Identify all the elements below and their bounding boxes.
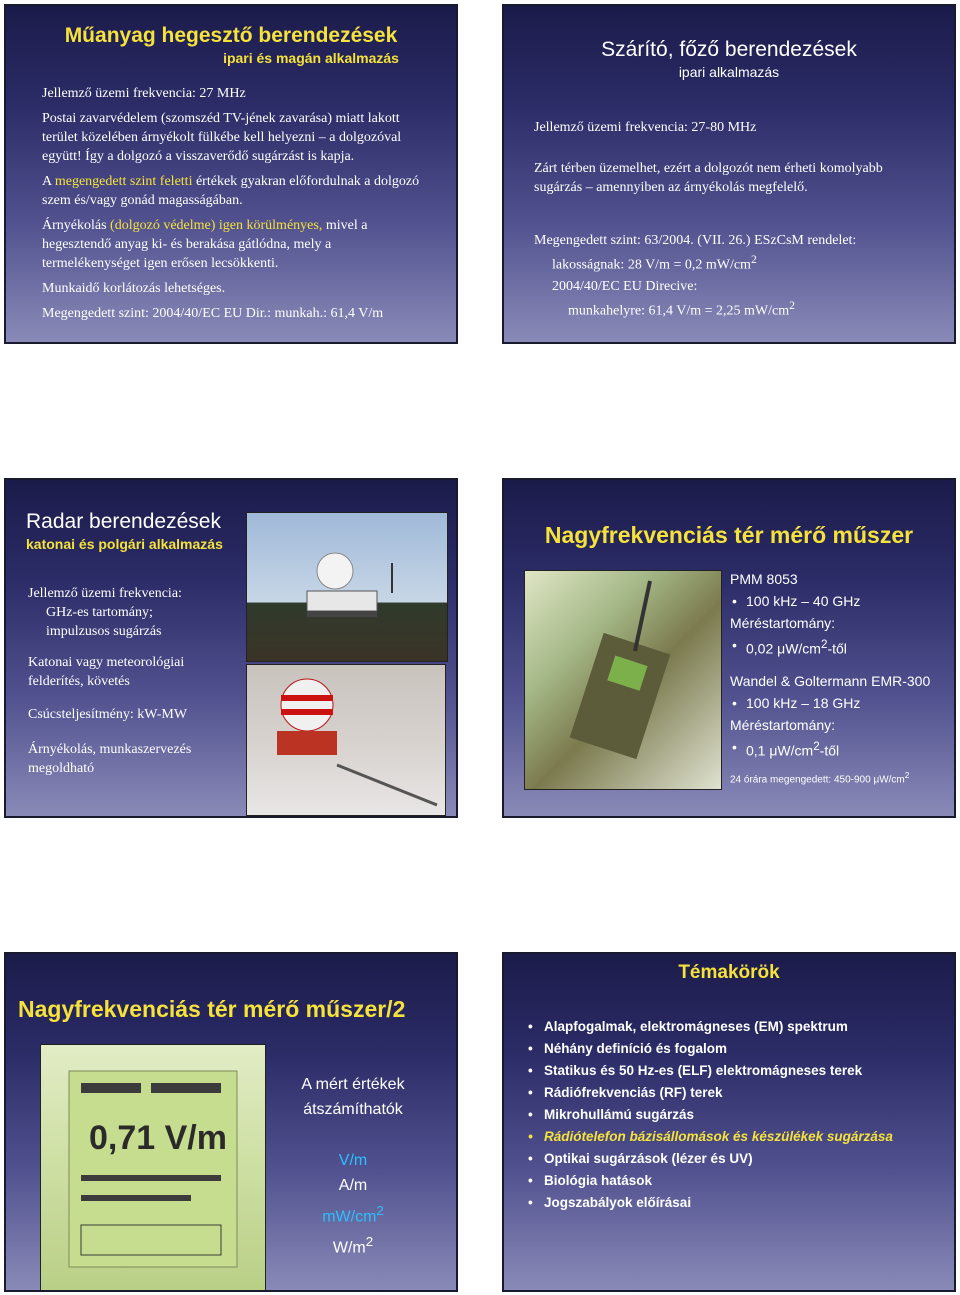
paragraph-shielding: Árnyékolás (dolgozó védelme) igen körülményes, mivel a hegesztendő anyag ki- és berakása gátlódna, mely a termelékenységet igen erősen lecsökkenti.: [42, 218, 368, 271]
pulse-text: impulzusos sugárzás: [46, 624, 162, 639]
meter-1-measure-label: Méréstartomány:: [730, 615, 836, 631]
slide-subtitle: ipari alkalmazás: [678, 64, 780, 80]
unit-mw-per-cm2: $mW/cm^2$: [322, 1203, 384, 1226]
topic-item: • Jogszabályok előírásai: [526, 1194, 938, 1212]
daily-limit-note: 24 órára megengedett: 450-900 $\mu W/cm^2$: [730, 770, 910, 786]
slide-plastic-welding: [4, 4, 458, 344]
meter-1-name: PMM 8053: [730, 571, 798, 587]
slide-title: Szárító, főző berendezések: [601, 38, 857, 61]
unit-v-per-m: V/m: [338, 1152, 368, 1169]
slide-title: Nagyfrekvenciás tér mérő műszer: [544, 522, 914, 548]
paragraph-allowed-level: Megengedett szint: 2004/40/EC EU Dir.: munkah.: 61,4 V/m: [42, 306, 384, 321]
slide-radar: [4, 478, 458, 818]
frequency-text: Jellemző üzemi frekvencia:: [28, 586, 182, 601]
frequency-range: GHz-es tartomány;: [46, 605, 153, 620]
radar-photo-dome: [246, 512, 448, 662]
meter-2-name: Wandel & Goltermann EMR-300: [730, 672, 931, 689]
meter-photo: [524, 570, 722, 790]
slide-meter-2: [4, 952, 458, 1292]
conversion-text: [298, 1072, 408, 1261]
topic-item: • Statikus és 50 Hz-es (ELF) elektromágneses terek: [526, 1062, 938, 1080]
meter-2-measure-label: Méréstartomány:: [730, 716, 836, 733]
slide-meter: [502, 478, 956, 818]
unit-w-per-m2: $W/m^2$: [332, 1234, 374, 1257]
paragraph-public-limit: lakosságnak: 28 V/m = 0,2 $mW/cm^2$: [552, 253, 757, 273]
radar-photo-tower: [246, 664, 446, 816]
meter-1-min: • 0,02 $\mu W/cm^2$-től: [730, 634, 954, 660]
slide-subtitle: katonai és polgári alkalmazás: [26, 536, 223, 552]
meter-1-range: • 100 kHz – 40 GHz: [730, 590, 954, 612]
frequency-text: Jellemző üzemi frekvencia: 27-80 MHz: [534, 120, 757, 135]
display-reading: 0,71 V/m: [89, 1119, 227, 1157]
slide-topics: [502, 952, 956, 1292]
topic-item: • Optikai sugárzások (lézer és UV): [526, 1150, 938, 1168]
conversion-line-2: átszámíthatók: [303, 1101, 403, 1118]
paragraph-closed-space: Zárt térben üzemelhet, ezért a dolgozót nem érheti komolyabb sugárzás – amennyiben az árnyékolás megfelelő.: [534, 161, 883, 195]
topics-list: [526, 1018, 938, 1216]
peak-power-text: Csúcsteljesítmény: kW-MW: [28, 707, 188, 722]
topic-item: • Biológia hatások: [526, 1172, 938, 1190]
slide-title: Műanyag hegesztő berendezések: [64, 24, 398, 47]
paragraph-limit: A megengedett szint feletti értékek gyakran előfordulnak a dolgozó szem és/vagy gonád magasságában.: [42, 174, 420, 208]
meter-display-photo: [40, 1044, 266, 1292]
topic-item: • Alapfogalmak, elektromágneses (EM) spektrum: [526, 1018, 938, 1036]
meter-2-min: • 0,1 $\mu W/cm^2$-től: [730, 736, 954, 762]
slide-subtitle: ipari és magán alkalmazás: [223, 50, 399, 66]
slide-title: Nagyfrekvenciás tér mérő műszer/2: [18, 996, 406, 1022]
meter-specs: [730, 568, 954, 761]
paragraph-workplace-limit: munkahelyre: 61,4 V/m = 2,25 $mW/cm^2$: [568, 298, 795, 319]
slide-body: [534, 118, 934, 320]
shielding-text: Árnyékolás, munkaszervezés megoldható: [28, 742, 192, 776]
topic-item: • Rádiófrekvenciás (RF) terek: [526, 1084, 938, 1102]
paragraph-worktime: Munkaidő korlátozás lehetséges.: [42, 281, 226, 296]
paragraph-regulation: Megengedett szint: 63/2004. (VII. 26.) ESzCsM rendelet:: [534, 233, 857, 248]
topic-item: • Néhány definíció és fogalom: [526, 1040, 938, 1058]
unit-a-per-m: A/m: [338, 1177, 368, 1194]
military-text: Katonai vagy meteorológiai felderítés, követés: [28, 655, 185, 689]
slide-dryers: [502, 4, 956, 344]
slide-title: Radar berendezések: [26, 510, 221, 533]
slide-title: Témakörök: [678, 962, 780, 983]
slide-body: [42, 84, 426, 329]
topic-item: • Mikrohullámú sugárzás: [526, 1106, 938, 1124]
frequency-text: Jellemző üzemi frekvencia: 27 MHz: [42, 86, 246, 101]
paragraph-postal: Postai zavarvédelem (szomszéd TV-jének zavarása) miatt lakott terület közelében árnyékolt fülkébe kell helyezni – a dolgozóval együtt! Így a dolgozó a visszaverődő sugárzást is kapja.: [42, 111, 402, 164]
topic-item-highlighted: • Rádiótelefon bázisállomások és készülékek sugárzása: [526, 1128, 938, 1146]
conversion-line-1: A mért értékek: [301, 1076, 405, 1093]
slide-body: [28, 584, 238, 778]
paragraph-directive: 2004/40/EC EU Direcive:: [552, 278, 698, 294]
meter-2-range: • 100 kHz – 18 GHz: [730, 692, 954, 714]
